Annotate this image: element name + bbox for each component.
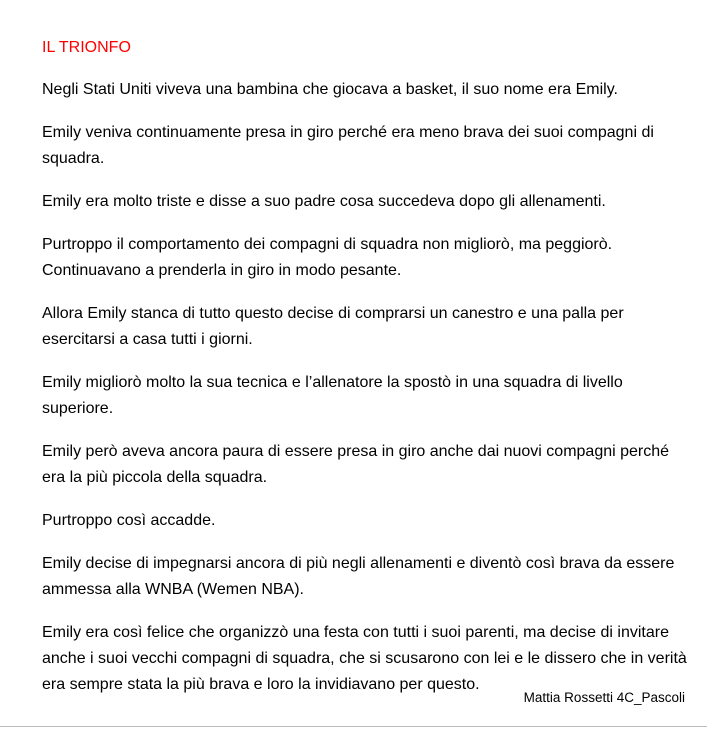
- story-body: [42, 77, 692, 698]
- story-paragraph: Allora Emily stanca di tutto questo decise di comprarsi un canestro e una palla per esercitarsi a casa tutti i giorni.: [42, 305, 624, 348]
- story-title: IL TRIONFO: [42, 39, 131, 56]
- story-paragraph: Emily era così felice che organizzò una festa con tutti i suoi parenti, ma decise di invitare anche i suoi vecchi compagni di squadra, che si scusarono con lei e le dissero che in verità era sempre stata la più brava e loro la invidiavano per questo.: [42, 624, 687, 693]
- story-paragraph: Negli Stati Uniti viveva una bambina che giocava a basket, il suo nome era Emily.: [42, 81, 618, 98]
- story-paragraph: Emily però aveva ancora paura di essere presa in giro anche dai nuovi compagni perché era la più piccola della squadra.: [42, 443, 670, 486]
- story-paragraph: Emily veniva continuamente presa in giro perché era meno brava dei suoi compagni di squadra.: [42, 124, 654, 167]
- story-paragraph: Purtroppo il comportamento dei compagni di squadra non migliorò, ma peggiorò. Continuavano a prenderla in giro in modo pesante.: [42, 236, 613, 279]
- story-paragraph: Emily migliorò molto la sua tecnica e l’allenatore la spostò in una squadra di livello superiore.: [42, 374, 623, 417]
- author-signature: Mattia Rossetti 4C_Pascoli: [523, 690, 685, 705]
- story-paragraph: Purtroppo così accadde.: [42, 512, 216, 529]
- story-paragraph: Emily decise di impegnarsi ancora di più negli allenamenti e diventò così brava da essere ammessa alla WNBA (Wemen NBA).: [42, 555, 675, 598]
- page-bottom-divider: [0, 726, 707, 727]
- story-paragraph: Emily era molto triste e disse a suo padre cosa succedeva dopo gli allenamenti.: [42, 193, 606, 210]
